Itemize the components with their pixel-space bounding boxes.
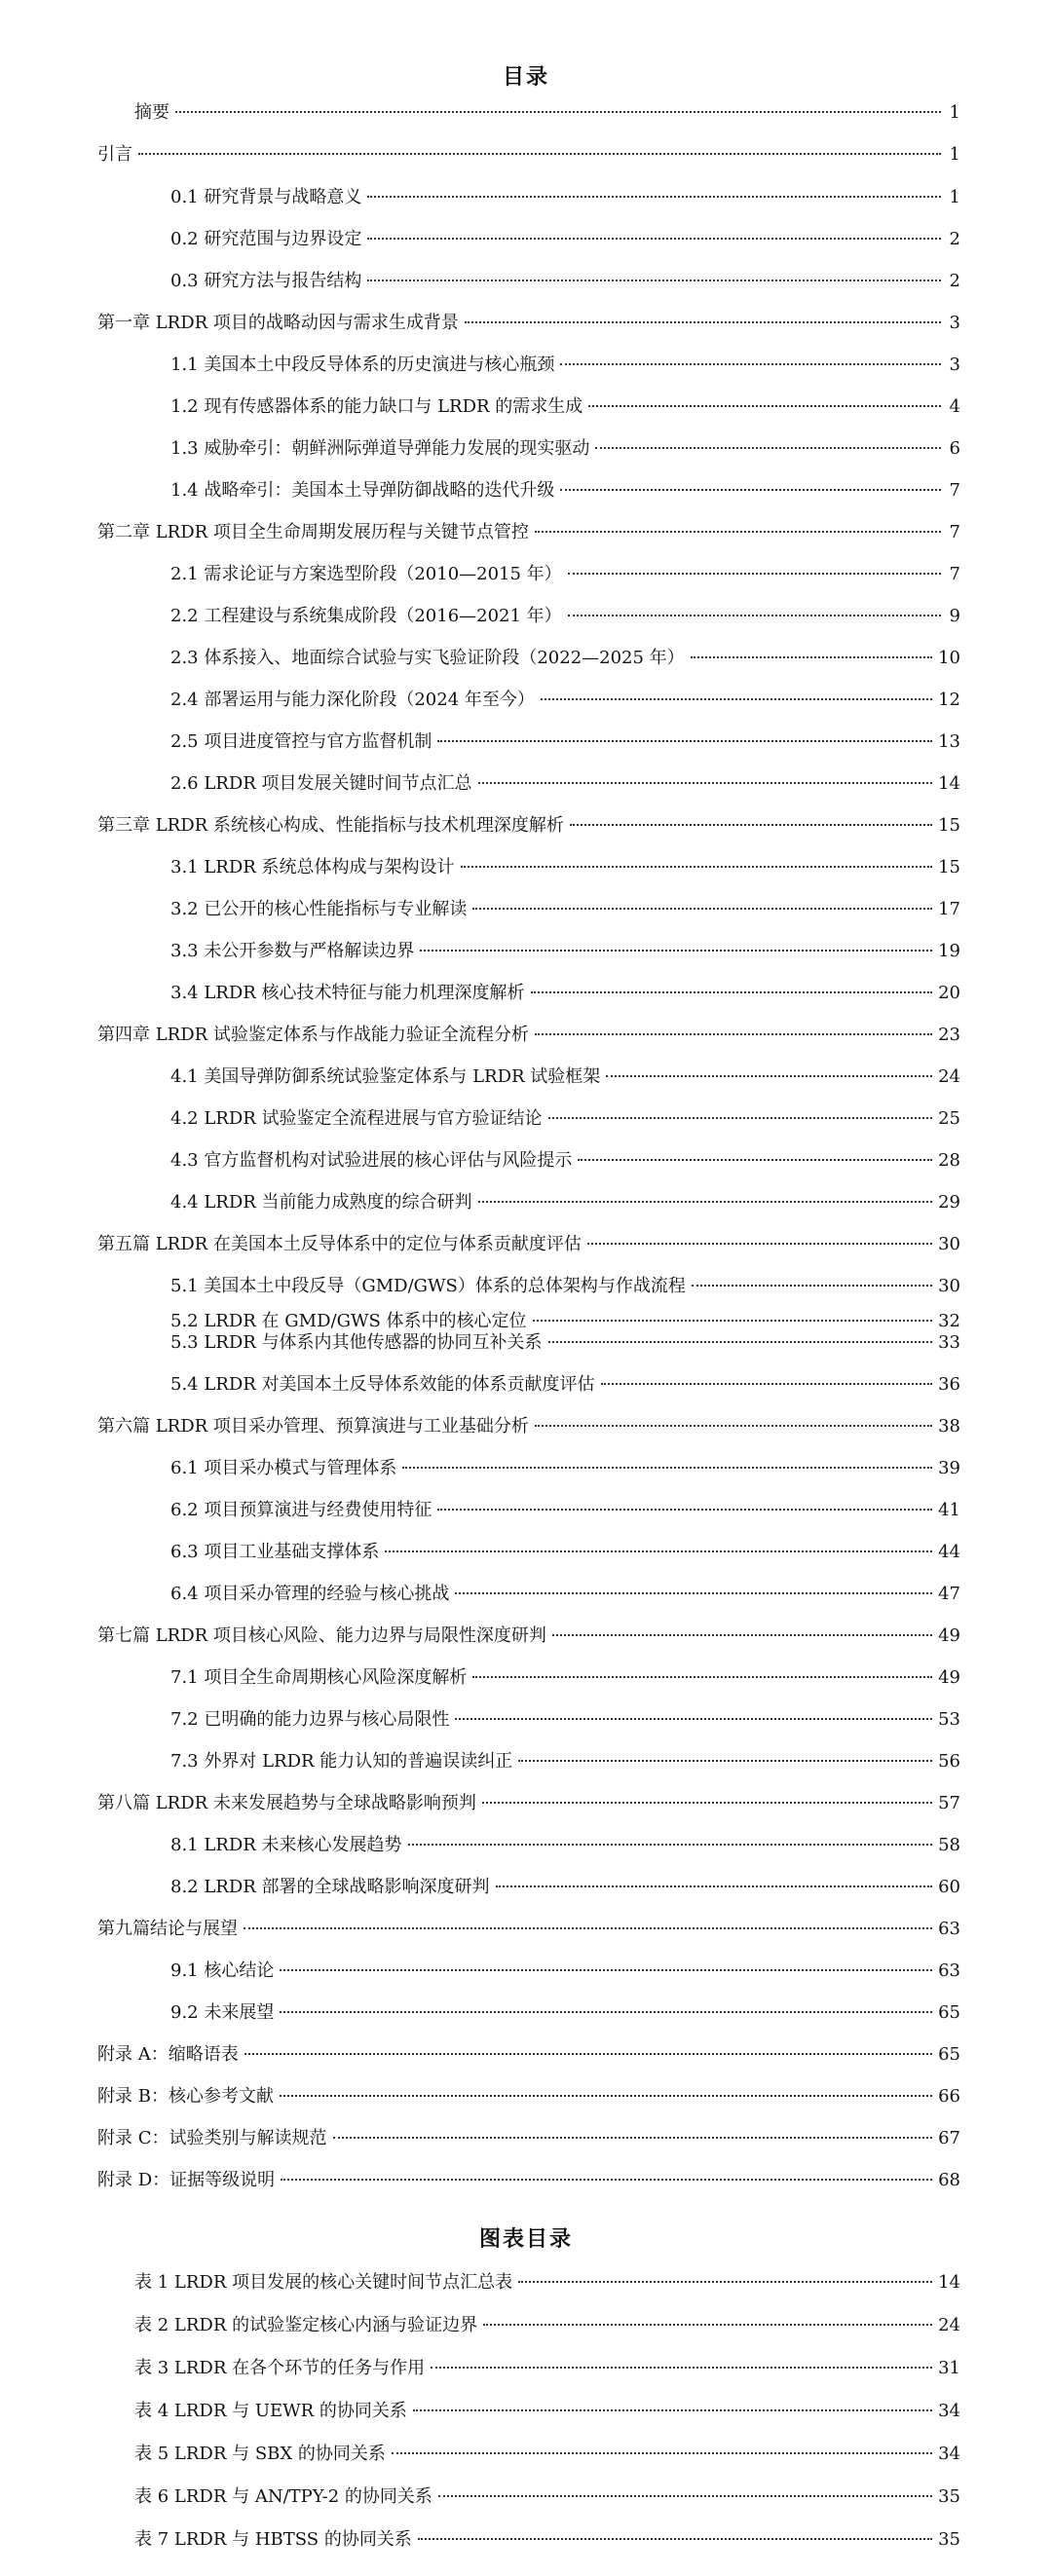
toc-entry-label: 2.3 体系接入、地面综合试验与实飞验证阶段（2022—2025 年） bbox=[170, 648, 685, 668]
toc-entry-page-number: 6 bbox=[949, 438, 960, 459]
dot-leader bbox=[431, 2367, 932, 2369]
dot-leader bbox=[437, 740, 932, 742]
toc-entry-page-number: 14 bbox=[938, 773, 960, 794]
toc-entry-label: 2.2 工程建设与系统集成阶段（2016—2021 年） bbox=[170, 606, 562, 626]
dot-leader bbox=[496, 1885, 933, 1887]
dot-leader bbox=[418, 2538, 932, 2540]
toc-entry[interactable] bbox=[97, 1792, 960, 1815]
toc-entry-label: 8.1 LRDR 未来核心发展趋势 bbox=[170, 1835, 402, 1855]
toc-entry-label: 第二章 LRDR 项目全生命周期发展历程与关键节点管控 bbox=[97, 522, 529, 542]
dot-leader bbox=[606, 1075, 932, 1077]
toc-entry-label: 0.3 研究方法与报告结构 bbox=[170, 271, 362, 291]
toc-entry[interactable] bbox=[97, 312, 960, 335]
toc-entry[interactable] bbox=[97, 2085, 960, 2109]
toc-entry-page-number: 12 bbox=[938, 690, 960, 710]
dot-leader bbox=[548, 1341, 933, 1343]
dot-leader bbox=[541, 698, 932, 700]
toc-entry-label: 2.1 需求论证与方案选型阶段（2010—2015 年） bbox=[170, 564, 562, 584]
toc-entry-label: 第八篇 LRDR 未来发展趋势与全球战略影响预判 bbox=[97, 1793, 476, 1813]
toc-entry-page-number: 65 bbox=[938, 2044, 960, 2065]
dot-leader bbox=[483, 2324, 932, 2326]
toc-entry-page-number: 58 bbox=[938, 1835, 960, 1855]
toc-entry-page-number: 13 bbox=[938, 731, 960, 752]
toc-entry-page-number: 65 bbox=[938, 2002, 960, 2023]
dot-leader bbox=[455, 1718, 932, 1720]
toc-entry-label: 5.1 美国本土中段反导（GMD/GWS）体系的总体架构与作战流程 bbox=[170, 1276, 686, 1296]
toc-entry-label: 7.3 外界对 LRDR 能力认知的普遍误读纠正 bbox=[170, 1751, 513, 1772]
dot-leader bbox=[280, 1969, 932, 1971]
toc-entry-page-number: 30 bbox=[938, 1234, 960, 1254]
toc-entry-label: 1.2 现有传感器体系的能力缺口与 LRDR 的需求生成 bbox=[170, 396, 583, 417]
dot-leader bbox=[478, 782, 933, 784]
toc-entry[interactable] bbox=[97, 143, 960, 167]
toc-entry[interactable] bbox=[97, 2169, 960, 2192]
dot-leader bbox=[531, 991, 933, 993]
toc-entry-page-number: 47 bbox=[938, 1584, 960, 1604]
dot-leader bbox=[560, 489, 941, 491]
dot-leader bbox=[385, 1550, 932, 1552]
toc-entry-page-number: 56 bbox=[938, 1751, 960, 1772]
toc-entry-label: 附录 D：证据等级说明 bbox=[97, 2170, 276, 2190]
toc-entry-page-number: 2 bbox=[949, 271, 960, 291]
toc-entry-label: 第六篇 LRDR 项目采办管理、预算演进与工业基础分析 bbox=[97, 1416, 529, 1437]
toc-entry-label: 8.2 LRDR 部署的全球战略影响深度研判 bbox=[170, 1877, 490, 1897]
toc-entry[interactable] bbox=[170, 437, 960, 461]
dot-leader bbox=[587, 1243, 932, 1245]
dot-leader bbox=[175, 111, 941, 113]
toc-entry-page-number: 1 bbox=[949, 144, 960, 165]
toc-entry-label: 摘要 bbox=[134, 102, 169, 123]
toc-entry[interactable] bbox=[170, 605, 960, 628]
dot-leader bbox=[455, 1592, 932, 1594]
toc-entry[interactable] bbox=[170, 1310, 960, 1333]
toc-entry-page-number: 57 bbox=[938, 1793, 960, 1813]
toc-entry-label: 4.2 LRDR 试验鉴定全流程进展与官方验证结论 bbox=[170, 1108, 543, 1129]
toc-entry[interactable] bbox=[170, 1331, 960, 1355]
toc-entry-page-number: 36 bbox=[938, 1374, 960, 1395]
toc-entry[interactable] bbox=[170, 1373, 960, 1397]
toc-entry-label: 0.2 研究范围与边界设定 bbox=[170, 229, 362, 249]
toc-entry-page-number: 41 bbox=[938, 1500, 960, 1520]
toc-entry[interactable] bbox=[170, 898, 960, 921]
toc-entry-page-number: 66 bbox=[938, 2086, 960, 2107]
dot-leader bbox=[392, 2452, 932, 2454]
dot-leader bbox=[465, 321, 941, 323]
toc-entry[interactable] bbox=[170, 647, 960, 670]
toc-entry-label: 引言 bbox=[97, 144, 132, 165]
toc-entry[interactable] bbox=[97, 2127, 960, 2150]
toc-entry[interactable] bbox=[170, 479, 960, 503]
toc-entry-page-number: 3 bbox=[949, 355, 960, 375]
toc-entry-page-number: 7 bbox=[949, 522, 960, 542]
toc-entry-label: 2.4 部署运用与能力深化阶段（2024 年至今） bbox=[170, 690, 535, 710]
toc-entry-page-number: 1 bbox=[949, 187, 960, 207]
dot-leader bbox=[280, 2011, 932, 2013]
toc-entry-page-number: 29 bbox=[938, 1192, 960, 1213]
dot-leader bbox=[533, 1320, 933, 1322]
toc-entry[interactable] bbox=[97, 814, 960, 838]
toc-entry[interactable] bbox=[170, 1960, 960, 1983]
toc-entry-label: 1.3 威胁牵引：朝鲜洲际弹道导弹能力发展的现实驱动 bbox=[170, 438, 590, 459]
dot-leader bbox=[461, 866, 933, 868]
figure-entry-page-number: 14 bbox=[938, 2272, 960, 2293]
toc-entry-label: 6.1 项目采办模式与管理体系 bbox=[170, 1458, 397, 1478]
dot-leader bbox=[482, 1802, 932, 1804]
toc-entry-label: 第九篇结论与展望 bbox=[97, 1919, 238, 1939]
toc-entry[interactable] bbox=[170, 1457, 960, 1480]
toc-entry[interactable] bbox=[170, 1275, 960, 1298]
figure-entry-label: 表 2 LRDR 的试验鉴定核心内涵与验证边界 bbox=[134, 2315, 478, 2335]
toc-entry[interactable] bbox=[170, 228, 960, 251]
dot-leader bbox=[413, 2409, 932, 2411]
toc-entry-label: 附录 A：缩略语表 bbox=[97, 2044, 239, 2065]
toc-entry-page-number: 7 bbox=[949, 480, 960, 501]
dot-leader bbox=[570, 824, 932, 826]
toc-entry[interactable] bbox=[170, 1708, 960, 1732]
toc-entry-page-number: 15 bbox=[938, 815, 960, 836]
dot-leader bbox=[367, 280, 941, 281]
toc-entry-page-number: 25 bbox=[938, 1108, 960, 1129]
toc-entry-label: 第七篇 LRDR 项目核心风险、能力边界与局限性深度研判 bbox=[97, 1625, 546, 1646]
toc-entry[interactable] bbox=[170, 1583, 960, 1606]
toc-entry[interactable] bbox=[170, 1666, 960, 1690]
toc-entry-label: 6.4 项目采办管理的经验与核心挑战 bbox=[170, 1584, 450, 1604]
toc-entry[interactable] bbox=[170, 1876, 960, 1899]
toc-entry[interactable] bbox=[170, 982, 960, 1005]
dot-leader bbox=[552, 1634, 932, 1636]
toc-entry[interactable] bbox=[170, 1834, 960, 1857]
toc-entry-page-number: 4 bbox=[949, 396, 960, 417]
toc-entry-page-number: 63 bbox=[938, 1960, 960, 1981]
dot-leader bbox=[402, 1467, 932, 1469]
toc-entry[interactable] bbox=[170, 270, 960, 293]
dot-leader bbox=[367, 238, 941, 240]
toc-entry-label: 5.2 LRDR 在 GMD/GWS 体系中的核心定位 bbox=[170, 1311, 527, 1331]
figure-entry-page-number: 31 bbox=[938, 2358, 960, 2378]
toc-entry[interactable] bbox=[170, 1191, 960, 1214]
toc-entry-label: 3.1 LRDR 系统总体构成与架构设计 bbox=[170, 857, 455, 877]
toc-entry-page-number: 67 bbox=[938, 2128, 960, 2148]
toc-entry-label: 附录 B：核心参考文献 bbox=[97, 2086, 274, 2107]
dot-leader bbox=[595, 447, 941, 449]
toc-entry-page-number: 23 bbox=[938, 1025, 960, 1045]
dot-leader bbox=[438, 2495, 932, 2497]
toc-entry-label: 3.2 已公开的核心性能指标与专业解读 bbox=[170, 899, 468, 919]
dot-leader bbox=[691, 656, 932, 658]
toc-entry-page-number: 39 bbox=[938, 1458, 960, 1478]
dot-leader bbox=[518, 2281, 932, 2283]
toc-entry[interactable] bbox=[97, 1233, 960, 1256]
toc-entry[interactable] bbox=[170, 2001, 960, 2025]
figure-entry[interactable] bbox=[134, 2357, 960, 2380]
toc-entry-page-number: 38 bbox=[938, 1416, 960, 1437]
toc-entry-page-number: 3 bbox=[949, 313, 960, 333]
toc-entry-page-number: 68 bbox=[938, 2170, 960, 2190]
toc-entry-page-number: 1 bbox=[949, 102, 960, 123]
toc-entry-label: 4.1 美国导弹防御系统试验鉴定体系与 LRDR 试验框架 bbox=[170, 1066, 601, 1087]
toc-entry-label: 5.3 LRDR 与体系内其他传感器的协同互补关系 bbox=[170, 1332, 543, 1353]
toc-entry[interactable] bbox=[97, 1918, 960, 1941]
toc-entry[interactable] bbox=[170, 1499, 960, 1522]
toc-entry[interactable] bbox=[97, 1415, 960, 1438]
dot-leader bbox=[478, 1201, 933, 1203]
toc-entry-page-number: 19 bbox=[938, 941, 960, 961]
figure-entry[interactable] bbox=[134, 2271, 960, 2295]
toc-entry-label: 1.4 战略牵引：美国本土导弹防御战略的迭代升级 bbox=[170, 480, 555, 501]
figure-entry-page-number: 34 bbox=[938, 2401, 960, 2421]
dot-leader bbox=[578, 1159, 932, 1161]
figure-entry-label: 表 4 LRDR 与 UEWR 的协同关系 bbox=[134, 2401, 407, 2421]
dot-leader bbox=[244, 1927, 932, 1929]
figure-entry-page-number: 24 bbox=[938, 2315, 960, 2335]
figure-entry-page-number: 35 bbox=[938, 2529, 960, 2550]
dot-leader bbox=[568, 573, 941, 575]
toc-entry-label: 第五篇 LRDR 在美国本土反导体系中的定位与体系贡献度评估 bbox=[97, 1234, 582, 1254]
figure-entry-page-number: 34 bbox=[938, 2444, 960, 2464]
figure-entry-label: 表 3 LRDR 在各个环节的任务与作用 bbox=[134, 2358, 426, 2378]
figure-entry-label: 表 5 LRDR 与 SBX 的协同关系 bbox=[134, 2444, 386, 2464]
figures-heading: 图表目录 bbox=[478, 2226, 573, 2252]
figure-entry[interactable] bbox=[134, 2443, 960, 2466]
figure-entry[interactable] bbox=[134, 2528, 960, 2552]
dot-leader bbox=[437, 1509, 932, 1511]
toc-entry-page-number: 30 bbox=[938, 1276, 960, 1296]
toc-entry[interactable] bbox=[170, 1107, 960, 1131]
toc-entry-page-number: 20 bbox=[938, 983, 960, 1003]
dot-leader bbox=[560, 363, 941, 365]
toc-entry-page-number: 63 bbox=[938, 1919, 960, 1939]
toc-entry-label: 2.6 LRDR 项目发展关键时间节点汇总 bbox=[170, 773, 472, 794]
toc-entry-page-number: 28 bbox=[938, 1150, 960, 1171]
toc-entry[interactable] bbox=[97, 1024, 960, 1047]
toc-entry-label: 3.3 未公开参数与严格解读边界 bbox=[170, 941, 415, 961]
dot-leader bbox=[280, 2095, 932, 2097]
toc-entry-page-number: 60 bbox=[938, 1877, 960, 1897]
toc-entry[interactable] bbox=[170, 1065, 960, 1089]
dot-leader bbox=[367, 196, 941, 198]
toc-entry[interactable] bbox=[170, 940, 960, 963]
toc-entry-label: 5.4 LRDR 对美国本土反导体系效能的体系贡献度评估 bbox=[170, 1374, 595, 1395]
dot-leader bbox=[548, 1117, 933, 1119]
toc-entry-label: 0.1 研究背景与战略意义 bbox=[170, 187, 362, 207]
toc-entry-label: 7.2 已明确的能力边界与核心局限性 bbox=[170, 1709, 450, 1730]
toc-entry-page-number: 2 bbox=[949, 229, 960, 249]
toc-entry[interactable] bbox=[170, 395, 960, 419]
toc-entry-label: 第三章 LRDR 系统核心构成、性能指标与技术机理深度解析 bbox=[97, 815, 564, 836]
toc-entry-page-number: 10 bbox=[938, 648, 960, 668]
dot-leader bbox=[333, 2137, 933, 2139]
toc-entry-label: 3.4 LRDR 核心技术特征与能力机理深度解析 bbox=[170, 983, 525, 1003]
toc-entry-page-number: 7 bbox=[949, 564, 960, 584]
dot-leader bbox=[420, 950, 932, 952]
toc-entry-page-number: 49 bbox=[938, 1625, 960, 1646]
dot-leader bbox=[281, 2179, 932, 2181]
dot-leader bbox=[535, 1425, 932, 1427]
dot-leader bbox=[535, 531, 941, 533]
dot-leader bbox=[408, 1844, 933, 1846]
dot-leader bbox=[588, 405, 941, 407]
toc-entry-label: 7.1 项目全生命周期核心风险深度解析 bbox=[170, 1667, 468, 1688]
toc-entry[interactable] bbox=[170, 730, 960, 754]
figure-entry-label: 表 1 LRDR 项目发展的核心关键时间节点汇总表 bbox=[134, 2272, 513, 2293]
toc-entry-label: 9.2 未来展望 bbox=[170, 2002, 275, 2023]
figure-entry[interactable] bbox=[134, 2485, 960, 2509]
figure-entry-label: 表 7 LRDR 与 HBTSS 的协同关系 bbox=[134, 2529, 412, 2550]
figure-entry-label: 表 6 LRDR 与 AN/TPY-2 的协同关系 bbox=[134, 2486, 432, 2507]
toc-entry-label: 1.1 美国本土中段反导体系的历史演进与核心瓶颈 bbox=[170, 355, 555, 375]
toc-entry[interactable] bbox=[170, 689, 960, 712]
toc-entry-page-number: 15 bbox=[938, 857, 960, 877]
toc-entry-label: 6.2 项目预算演进与经费使用特征 bbox=[170, 1500, 432, 1520]
toc-entry[interactable] bbox=[170, 772, 960, 796]
toc-entry-label: 附录 C：试验类别与解读规范 bbox=[97, 2128, 327, 2148]
figure-entry-page-number: 35 bbox=[938, 2486, 960, 2507]
dot-leader bbox=[244, 2053, 932, 2055]
toc-entry[interactable] bbox=[170, 1149, 960, 1173]
toc-entry-label: 6.3 项目工业基础支撑体系 bbox=[170, 1542, 380, 1562]
toc-entry-page-number: 9 bbox=[949, 606, 960, 626]
toc-entry-page-number: 44 bbox=[938, 1542, 960, 1562]
toc-entry[interactable] bbox=[134, 101, 960, 125]
figure-entry[interactable] bbox=[134, 2314, 960, 2337]
toc-heading: 目录 bbox=[502, 64, 549, 90]
toc-entry[interactable] bbox=[170, 186, 960, 209]
toc-entry[interactable] bbox=[170, 1750, 960, 1773]
toc-entry-label: 第四章 LRDR 试验鉴定体系与作战能力验证全流程分析 bbox=[97, 1025, 529, 1045]
toc-entry[interactable] bbox=[97, 521, 960, 544]
toc-entry-page-number: 24 bbox=[938, 1066, 960, 1087]
toc-entry[interactable] bbox=[170, 856, 960, 879]
dot-leader bbox=[138, 153, 941, 155]
dot-leader bbox=[692, 1285, 932, 1287]
toc-entry-label: 第一章 LRDR 项目的战略动因与需求生成背景 bbox=[97, 313, 459, 333]
toc-entry-page-number: 17 bbox=[938, 899, 960, 919]
toc-entry-label: 9.1 核心结论 bbox=[170, 1960, 275, 1981]
toc-entry-page-number: 33 bbox=[938, 1332, 960, 1353]
toc-entry[interactable] bbox=[97, 2043, 960, 2067]
toc-entry[interactable] bbox=[97, 1624, 960, 1648]
dot-leader bbox=[472, 1676, 932, 1678]
figure-entry[interactable] bbox=[134, 2400, 960, 2423]
dot-leader bbox=[518, 1760, 932, 1762]
toc-entry-label: 2.5 项目进度管控与官方监督机制 bbox=[170, 731, 432, 752]
toc-entry[interactable] bbox=[170, 354, 960, 377]
toc-entry[interactable] bbox=[170, 563, 960, 586]
toc-entry-page-number: 32 bbox=[938, 1311, 960, 1331]
dot-leader bbox=[568, 615, 941, 616]
toc-entry[interactable] bbox=[170, 1541, 960, 1564]
toc-entry-page-number: 53 bbox=[938, 1709, 960, 1730]
toc-entry-label: 4.4 LRDR 当前能力成熟度的综合研判 bbox=[170, 1192, 472, 1213]
toc-entry-label: 4.3 官方监督机构对试验进展的核心评估与风险提示 bbox=[170, 1150, 573, 1171]
dot-leader bbox=[601, 1383, 933, 1385]
toc-entry-page-number: 49 bbox=[938, 1667, 960, 1688]
dot-leader bbox=[472, 908, 932, 910]
dot-leader bbox=[535, 1033, 932, 1035]
